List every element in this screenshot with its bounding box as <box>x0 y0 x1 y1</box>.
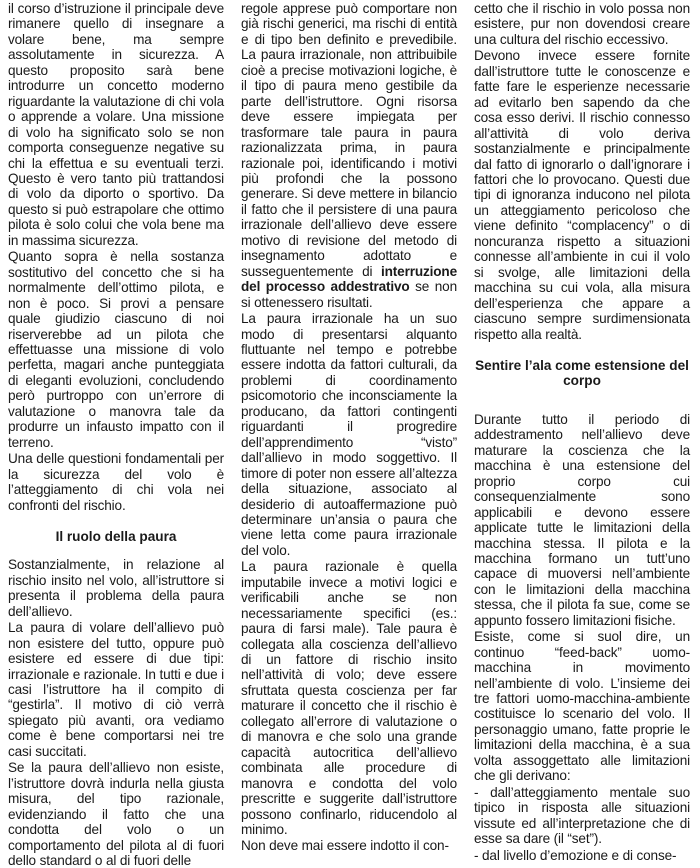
paragraph: Se la paura dell’allievo non esiste, l’istruttore dovrà indurla nella giusta misura, del tipo razionale, evidenziando il fatto che una condotta del volo o un comportamento del pilota al di fuori dello standard o al di fuori delle <box>8 760 224 868</box>
paragraph-text: se non si ottenessero risultati. <box>241 279 458 310</box>
bold-emphasis: interruzione del processo addestrativo <box>241 263 457 295</box>
paragraph <box>241 1 457 310</box>
section-heading: Il ruolo della paura <box>55 528 177 544</box>
paragraph: Devono invece essere fornite dall’istruttore tutte le conoscenze e fatte fare le esperienze necessarie ad evitarlo ben sapendo da che cosa esso derivi. Il rischio connesso all’attività di volo deriva sostanzialmente e principalmente dal fatto di ignorarlo o dall’ignorare i fattori che lo provocano. Questi due tipi di ignoranza inducono nel pilota un atteggiamento pericoloso che viene definito “complacency” o di noncuranza rispetto a situazioni connesse all’ambiente in cui il volo si svolge, alle limitazioni della macchina su cui vola, alla misura dell’esperienza che appare a ciascuno sempre surdimensionata rispetto alla realtà. <box>474 48 690 342</box>
paragraph: Durante tutto il periodo di addestramento nell’allievo deve maturare la coscienza che la macchina è una estensione del proprio corpo cui consequenzialmente sono applicabili e devono essere applicate tutte le limitazioni della macchina stessa. Il pilota e la macchina formano un tutt’uno capace di muoversi nell’ambiente con le limitazioni della macchina stessa, che il pilota fa sue, come se appunto fossero limitazioni fisiche. <box>474 411 690 628</box>
section-heading: Sentire l’ala come estensione del corpo <box>475 357 689 389</box>
paragraph-text: regole apprese può comportare non già rischi generici, ma rischi di entità e di tipo ben definito e prevedibile. La paura irrazionale, non attribuibile cioè a precise motivazioni logiche, è il tipo di paura meno gestibile da parte dell’istruttore. Ogni risorsa deve essere impiegata per trasformare tale paura in paura razionalizzata prima, in paura razionale poi, identificando i motivi più profondi che la possono generare. Si deve mettere in bilancio il fatto che il persistere di una paura irrazionale dell’allievo deve essere motivo di revisione del metodo di insegnamento adottato e susseguentemente di <box>241 1 457 279</box>
paragraph: La paura razionale è quella imputabile invece a motivi logici e verificabili anche se non necessariamente specifici (es.: paura di farsi male). Tale paura è collegata alla coscienza dell’allievo di un fattore di rischio insito nell’attività di volo; deve essere sfruttata questa coscienza per far maturare il concetto che il rischio è collegato all’errore di valutazione o di manovra e che solo una grande capacità autocritica dell’allievo combinata alle procedure di manovra e condotta del volo prescritte e suggerite dall’istruttore possono confinarlo, riducendolo al minimo. <box>241 559 457 838</box>
paragraph: La paura di volare dell’allievo può non esistere del tutto, oppure può esistere ed essere di due tipi: irrazionale e razionale. In tutti e due i casi l’istruttore ha il compito di “gestirla”. Il motivo di ciò verrà spiegato più avanti, ora vediamo come è bene comportarsi nei tre casi succitati. <box>8 620 225 759</box>
paragraph: La paura irrazionale ha un suo modo di presentarsi alquanto fluttuante nel tempo e potrebbe essere indotta da fattori culturali, da problemi di coordinamento psicomotorio che inconsciamente la producano, da fattori contingenti riguardanti il progredire dell’apprendimento “visto” dall’allievo in modo soggettivo. Il timore di poter non essere all’altezza della situazione, associato al desiderio di autoaffermazione può determinare un’ansia o paura che viene letta come paura irrazionale del volo. <box>241 311 457 558</box>
paragraph: - dal livello d’emozione e di conse- <box>474 847 677 863</box>
text-column-1 <box>8 0 225 868</box>
text-column-3 <box>474 0 690 863</box>
paragraph: Non deve mai essere indotto il con- <box>241 838 449 854</box>
paragraph: Sostanzialmente, in relazione al rischio insito nel volo, all’istruttore si presenta il problema della paura dell’allievo. <box>8 557 224 619</box>
paragraph: il corso d’istruzione il principale deve rimanere quello di insegnare a volare bene, ma sempre assolutamente in sicurezza. A questo proposito sarà bene introdurre un concetto moderno riguardante la valutazione di chi vola o apprende a volare. Una missione di volo ha significato solo se non comporta conseguenze negative su chi la effettua e su eventuali terzi. Questo è vero tanto più trattandosi di volo da diporto o sportivo. Da questo si può estrapolare che ottimo pilota è solo colui che vola bene ma in massima sicurezza. <box>8 1 224 248</box>
paragraph: Una delle questioni fondamentali per la sicurezza del volo è l’atteggiamento di chi vola nei confronti del rischio. <box>8 451 224 513</box>
paragraph: - dall’atteggiamento mentale suo tipico in risposta alle situazioni vissute ed all’interpretazione che di esse sa dare (il “set”). <box>474 784 690 847</box>
paragraph: Quanto sopra è nella sostanza sostitutivo del concetto che si ha normalmente dell’ottimo pilota, e non è poco. Si provi a pensare quale giudizio ciascuno di noi riserverebbe ad un pilota che effettuasse una missione di volo perfetta, magari anche punteggiata di eleganti evoluzioni, concludendo però purtroppo con un’errore di valutazione o manovra tale da produrre un infausto impatto con il terreno. <box>8 249 224 450</box>
paragraph: Esiste, come si suol dire, un continuo “feed-back” uomo-macchina in movimento nell’ambiente di volo. L’insieme dei tre fattori uomo-macchina-ambiente costituisce lo scenario del volo. Il personaggio umano, fatte proprie le limitazioni della macchina, è a sua volta assoggettato alle limitazioni che gli derivano: <box>474 629 690 784</box>
paragraph: cetto che il rischio in volo possa non esistere, pur non dovendosi creare una cultura del rischio eccessivo. <box>474 1 690 47</box>
text-column-2 <box>241 0 458 854</box>
